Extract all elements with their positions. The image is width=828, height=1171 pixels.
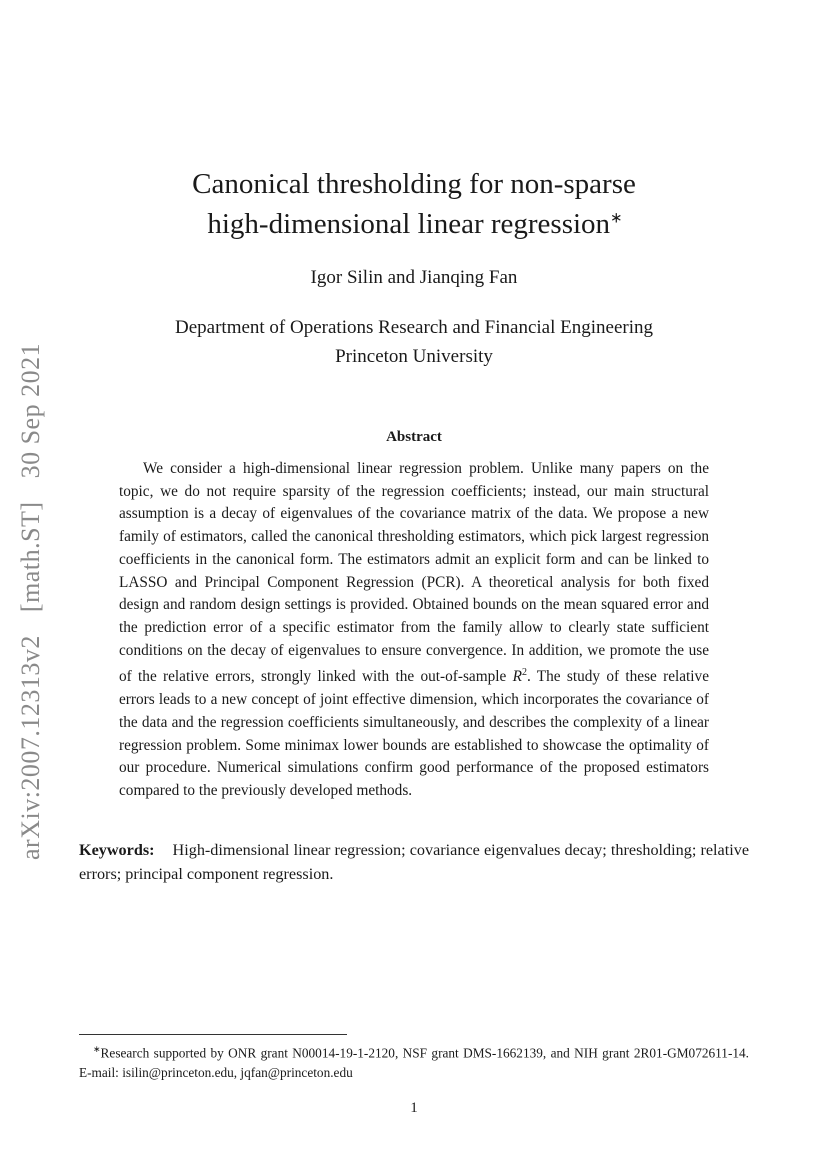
keywords-text: High-dimensional linear regression; covariance eigenvalues decay; thresholding; relative errors; principal component regression. — [79, 841, 749, 883]
abstract-body — [119, 458, 709, 803]
abstract-math-r: R — [512, 668, 522, 686]
title-line-2-text: high-dimensional linear regression — [207, 208, 611, 240]
arxiv-date: 30 Sep 2021 — [16, 342, 45, 479]
abstract-heading: Abstract — [386, 429, 442, 445]
arxiv-category: [math.ST] — [16, 501, 45, 613]
keywords-label: Keywords: — [79, 841, 155, 859]
footnote-mark: ∗ — [93, 1044, 101, 1054]
title-footnote-mark: ∗ — [610, 210, 623, 227]
footnote-text: Research supported by ONR grant N00014-19-1-2120, NSF grant DMS-1662139, and NIH grant 2R01-GM072611-14. E-mail: isilin@princeton.edu, jqfan@princeton.edu — [79, 1045, 749, 1081]
abstract-text-part2: . The study of these relative errors leads to a new concept of joint effective dimension, which incorporates the covariance of the data and the regression coefficients simultaneously, and describes the complexity of a linear regression problem. Some minimax lower bounds are established to showcase the optimality of our procedure. Numerical simulations confirm good performance of the proposed estimators compared to the previously developed methods. — [119, 668, 709, 799]
page-number: 1 — [410, 1100, 418, 1116]
footnote — [79, 1039, 749, 1083]
affiliation — [0, 313, 828, 371]
abstract-math-sup: 2 — [521, 667, 527, 679]
paper-title — [0, 164, 828, 244]
affiliation-department: Department of Operations Research and Financial Engineering — [175, 317, 653, 338]
authors: Igor Silin and Jianqing Fan — [310, 267, 518, 288]
arxiv-id: arXiv:2007.12313v2 — [16, 635, 45, 860]
arxiv-stamp — [16, 340, 56, 860]
footnote-rule — [79, 1034, 347, 1035]
affiliation-university: Princeton University — [335, 346, 493, 367]
abstract-text-part1: We consider a high-dimensional linear regression problem. Unlike many papers on the topic, we do not require sparsity of the regression coefficients; instead, our main structural assumption is a decay of eigenvalues of the covariance matrix of the data. We propose a new family of estimators, called the canonical thresholding estimators, which pick largest regression coefficients in the canonical form. The estimators admit an explicit form and can be linked to LASSO and Principal Component Regression (PCR). A theoretical analysis for both fixed design and random design settings is provided. Obtained bounds on the mean squared error and the prediction error of a specific estimator from the family allow to clearly state sufficient conditions on the decay of eigenvalues to ensure convergence. In addition, we promote the use of the relative errors, strongly linked with the out-of-sample — [119, 460, 709, 686]
keywords — [79, 838, 749, 886]
title-line-1: Canonical thresholding for non-sparse — [192, 168, 636, 200]
title-line-2 — [0, 204, 828, 244]
